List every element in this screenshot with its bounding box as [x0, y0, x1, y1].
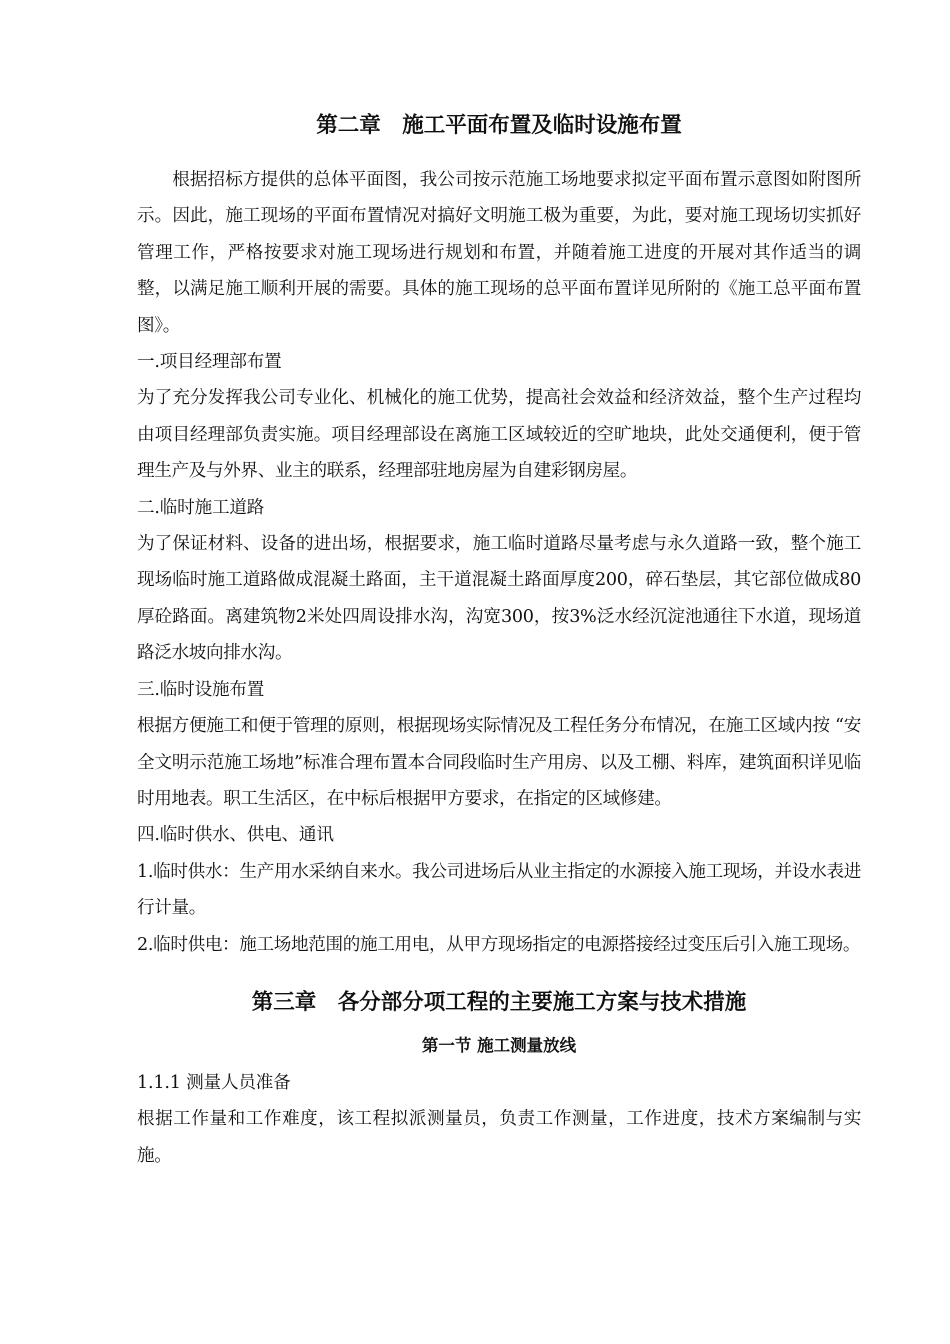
chapter-2-intro: 根据招标方提供的总体平面图，我公司按示范施工场地要求拟定平面布置示意图如附图所示。因此，施工现场的平面布置情况对搞好文明施工极为重要，为此，要对施工现场切实抓好管理工作，严格按要求对施工现场进行规划和布置，并随着施工进度的开展对其作适当的调整，以满足施工顺利开展的需要。具体的施工现场的总平面布置详见所附的《施工总平面布置图》。 — [137, 170, 861, 336]
document-page — [137, 106, 861, 1174]
section-1-body: 为了充分发挥我公司专业化、机械化的施工优势，提高社会效益和经济效益，整个生产过程均由项目经理部负责实施。项目经理部设在离施工区域较近的空旷地块，此处交通便利，便于管理生产及与外界、业主的联系，经理部驻地房屋为自建彩钢房屋。 — [137, 388, 861, 482]
section-4-item-2: 2.临时供电：施工场地范围的施工用电，从甲方现场指定的电源搭接经过变压后引入施工现场。 — [137, 934, 861, 955]
chapter-3-section-title: 第一节 施工测量放线 — [421, 1035, 577, 1055]
subsection-heading: 1.1.1 测量人员准备 — [137, 1072, 291, 1093]
section-4-heading: 四.临时供水、供电、通讯 — [137, 825, 334, 846]
chapter-2-title: 第二章 施工平面布置及临时设施布置 — [316, 113, 682, 138]
subsection-body: 根据工作量和工作难度，该工程拟派测量员，负责工作测量，工作进度，技术方案编制与实施。 — [137, 1109, 861, 1166]
section-1-heading: 一.项目经理部布置 — [137, 352, 282, 373]
section-2-body: 为了保证材料、设备的进出场，根据要求，施工临时道路尽量考虑与永久道路一致，整个施工现场临时施工道路做成混凝土路面，主干道混凝土路面厚度200，碎石垫层，其它部位做成80厚砼路面。离建筑物2米处四周设排水沟，沟宽300，按3%泛水经沉淀池通往下水道，现场道路泛水坡向排水沟。 — [137, 534, 861, 664]
section-3-heading: 三.临时设施布置 — [137, 679, 265, 700]
section-2-heading: 二.临时施工道路 — [137, 497, 265, 518]
section-4-item-1: 1.临时供水：生产用水采纳自来水。我公司进场后从业主指定的水源接入施工现场，并设水表进行计量。 — [137, 861, 861, 919]
chapter-3-title: 第三章 各分部分项工程的主要施工方案与技术措施 — [251, 989, 747, 1015]
section-3-body: 根据方便施工和便于管理的原则，根据现场实际情况及工程任务分布情况，在施工区域内按 “安全文明示范施工场地”标准合理布置本合同段临时生产用房、以及工棚、料库，建筑面积详见临时用地表。职工生活区，在中标后根据甲方要求，在指定的区域修建。 — [137, 716, 861, 809]
